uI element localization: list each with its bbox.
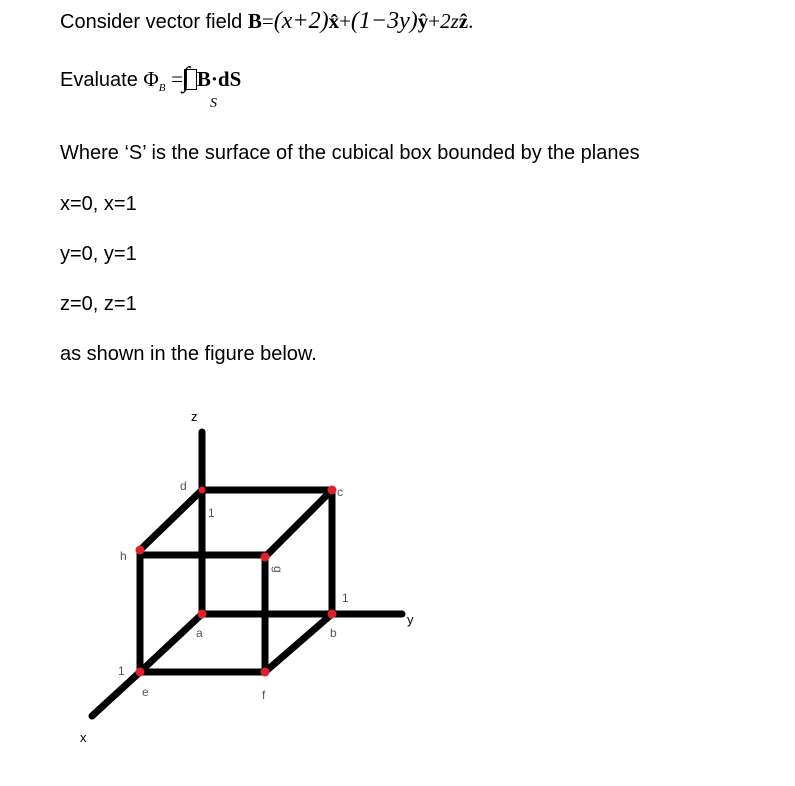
vertex-c-dot xyxy=(328,486,337,495)
vertex-e-label: e xyxy=(142,685,149,699)
plus-sign-2: + xyxy=(428,9,441,33)
vertex-f-label: f xyxy=(262,688,266,702)
unit-z-hat: ẑ xyxy=(458,9,469,33)
vertex-a-label: a xyxy=(196,626,203,640)
integrand: B·dS xyxy=(196,67,242,91)
edge-b-f xyxy=(265,614,332,672)
plus-sign: + xyxy=(339,9,351,33)
edge-d-h xyxy=(140,490,202,550)
edge-c-g xyxy=(265,490,332,557)
y-planes-line: y=0, y=1 xyxy=(60,243,137,265)
vertex-g-dot xyxy=(261,553,270,562)
vertex-b-dot xyxy=(328,610,337,619)
vertex-b-label: b xyxy=(330,626,337,640)
period: . xyxy=(468,9,474,33)
vertex-d-dot xyxy=(199,487,206,494)
edge-a-e xyxy=(140,614,202,672)
x-axis-label: x xyxy=(80,730,87,745)
flux-symbol: Φ xyxy=(143,67,159,91)
shown-line: as shown in the figure below. xyxy=(60,343,317,365)
flux-subscript: B xyxy=(158,82,166,94)
x-unit-label: 1 xyxy=(118,664,125,678)
unit-x-hat: x̂ xyxy=(328,9,340,33)
x-planes-line: x=0, x=1 xyxy=(60,193,137,215)
equals-sign: = xyxy=(261,9,274,33)
where-line: Where ‘S’ is the surface of the cubical box bounded by the planes xyxy=(60,142,640,164)
y-axis-label: y xyxy=(407,612,414,627)
z-axis-label: z xyxy=(191,409,198,424)
vertex-d-label: d xyxy=(180,479,187,493)
vertex-h-dot xyxy=(136,546,145,555)
surface-integral-icon: ∫ xyxy=(183,66,197,92)
z-unit-label: 1 xyxy=(208,506,215,520)
statement-prefix: Consider vector field xyxy=(60,11,243,33)
vertex-e-dot xyxy=(136,668,145,677)
vertex-f-dot xyxy=(261,668,270,677)
vertex-c-label: c xyxy=(337,485,343,499)
vertex-h-label: h xyxy=(120,549,127,563)
surface-subscript: S xyxy=(210,96,217,111)
x-axis xyxy=(92,672,140,716)
z-planes-line: z=0, z=1 xyxy=(60,293,137,315)
term-y: (1−3y) xyxy=(350,8,418,34)
evaluate-prefix: Evaluate xyxy=(60,69,138,91)
term-z: 2z xyxy=(440,9,459,33)
vertex-g-label: g xyxy=(271,566,285,573)
field-symbol-B: B xyxy=(247,9,262,33)
equals-sign-2: = xyxy=(171,67,183,91)
vertex-a-dot xyxy=(198,610,207,619)
y-unit-label: 1 xyxy=(342,591,349,605)
unit-y-hat: ŷ xyxy=(417,9,429,33)
term-x: (x+2) xyxy=(273,8,329,34)
